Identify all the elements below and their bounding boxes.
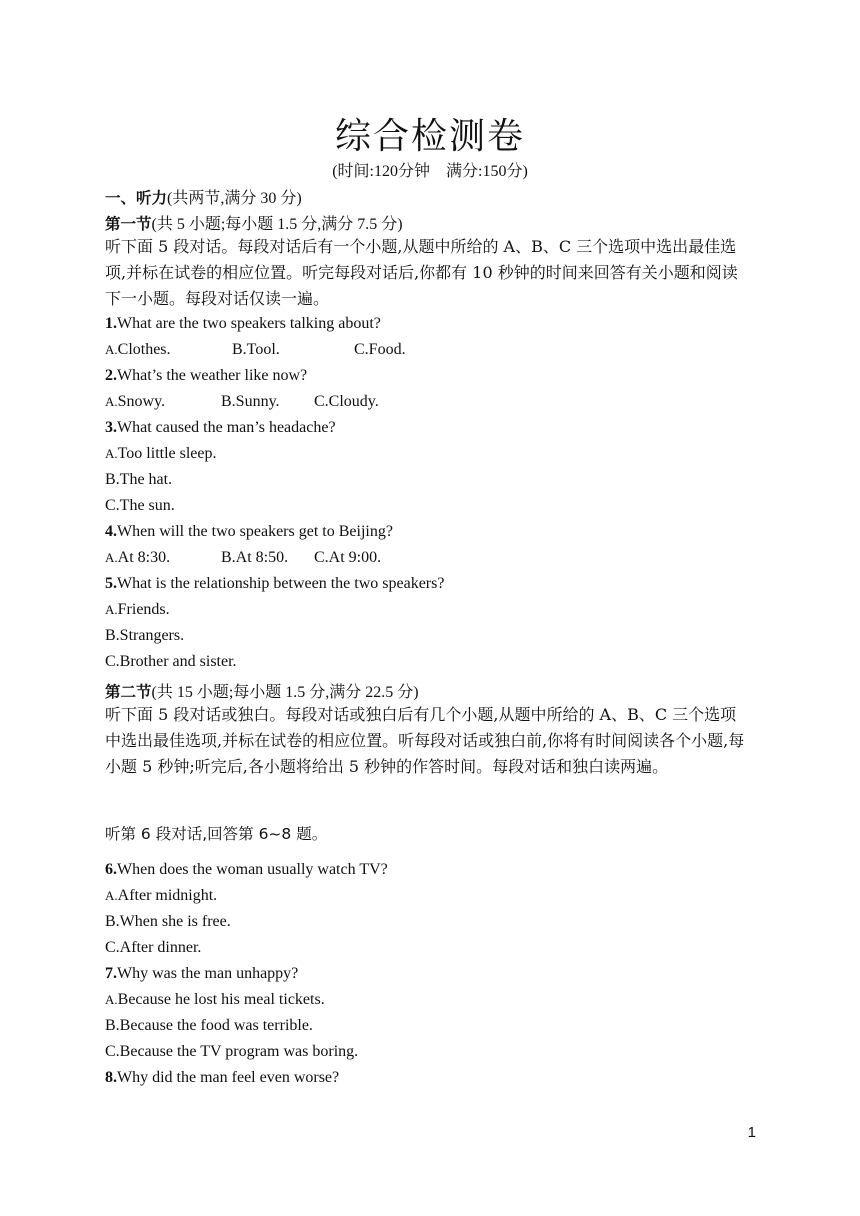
part1-heading	[105, 185, 302, 208]
question-text: Why was the man unhappy?	[117, 965, 299, 982]
page-subtitle: (时间:120分钟 满分:150分)	[332, 163, 528, 180]
question-text: When does the woman usually watch TV?	[117, 861, 388, 878]
question-text: When will the two speakers get to Beijing?	[117, 523, 393, 540]
section1-label: 第一节	[105, 215, 152, 233]
section2-label: 第二节	[105, 683, 152, 701]
option-b: B.When she is free.	[105, 913, 231, 930]
question-4	[105, 523, 393, 541]
section1-note: (共 5 小题;每小题 1.5 分,满分 7.5 分)	[151, 216, 403, 233]
option-a: A.Because he lost his meal tickets.	[105, 991, 325, 1008]
option-b: B.Tool.	[232, 341, 280, 358]
option-c: C.The sun.	[105, 497, 175, 514]
question-number: 1.	[105, 315, 117, 332]
option-b: B.At 8:50.	[221, 549, 289, 566]
option-a: A.After midnight.	[105, 887, 218, 904]
option-a: A.Friends.	[105, 601, 170, 618]
section2-note: (共 15 小题;每小题 1.5 分,满分 22.5 分)	[151, 684, 419, 701]
section2-instructions: 听下面 5 段对话或独白。每段对话或独白后有几个小题,从题中所给的 A、B、C 三个选项中选出最佳选项,并标在试卷的相应位置。听每段对话或独白前,你将有时间阅读各个小题,每小题 5 秒钟;听完后,各小题将给出 5 秒钟的作答时间。每段对话和独白读两遍。	[105, 705, 745, 776]
option-c: C.After dinner.	[105, 939, 202, 956]
section1-instructions: 听下面 5 段对话。每段对话后有一个小题,从题中所给的 A、B、C 三个选项中选出最佳选项,并标在试卷的相应位置。听完每段对话后,你都有 10 秒钟的时间来回答有关小题和阅读下一小题。每段对话仅读一遍。	[105, 237, 738, 308]
question-3	[105, 419, 336, 437]
option-c: C.Because the TV program was boring.	[105, 1043, 359, 1060]
option-c: C.Food.	[354, 341, 406, 358]
question-7	[105, 965, 298, 983]
section1-heading	[105, 211, 403, 234]
option-a: A.Snowy.	[105, 393, 166, 410]
option-b: B.Strangers.	[105, 627, 185, 644]
page-number: 1	[747, 1124, 756, 1141]
part1-heading-note: (共两节,满分 30 分)	[167, 190, 302, 207]
question-number: 8.	[105, 1069, 117, 1086]
page-title: 综合检测卷	[334, 116, 525, 157]
option-a: A.Clothes.	[105, 341, 171, 358]
option-c: C.Brother and sister.	[105, 653, 237, 670]
question-8	[105, 1069, 339, 1087]
part1-heading-label: 一、听力	[105, 189, 168, 207]
dialogue-6-heading: 听第 6 段对话,回答第 6~8 题。	[105, 825, 328, 843]
option-b: B.Sunny.	[221, 393, 280, 410]
question-text: Why did the man feel even worse?	[117, 1069, 340, 1086]
option-a: A.Too little sleep.	[105, 445, 217, 462]
question-text: What caused the man’s headache?	[117, 419, 336, 436]
option-a: A.At 8:30.	[105, 549, 171, 566]
question-number: 2.	[105, 367, 117, 384]
question-text: What’s the weather like now?	[117, 367, 308, 384]
option-c: C.Cloudy.	[314, 393, 379, 410]
option-c: C.At 9:00.	[314, 549, 382, 566]
question-text: What is the relationship between the two speakers?	[117, 575, 445, 592]
question-number: 3.	[105, 419, 117, 436]
option-b: B.Because the food was terrible.	[105, 1017, 313, 1034]
option-b: B.The hat.	[105, 471, 173, 488]
question-number: 5.	[105, 575, 117, 592]
question-1	[105, 315, 381, 333]
question-6	[105, 861, 388, 879]
question-number: 6.	[105, 861, 117, 878]
section2-heading	[105, 679, 419, 702]
question-5	[105, 575, 444, 593]
question-number: 7.	[105, 965, 117, 982]
question-number: 4.	[105, 523, 117, 540]
question-text: What are the two speakers talking about?	[117, 315, 381, 332]
question-2	[105, 367, 307, 385]
